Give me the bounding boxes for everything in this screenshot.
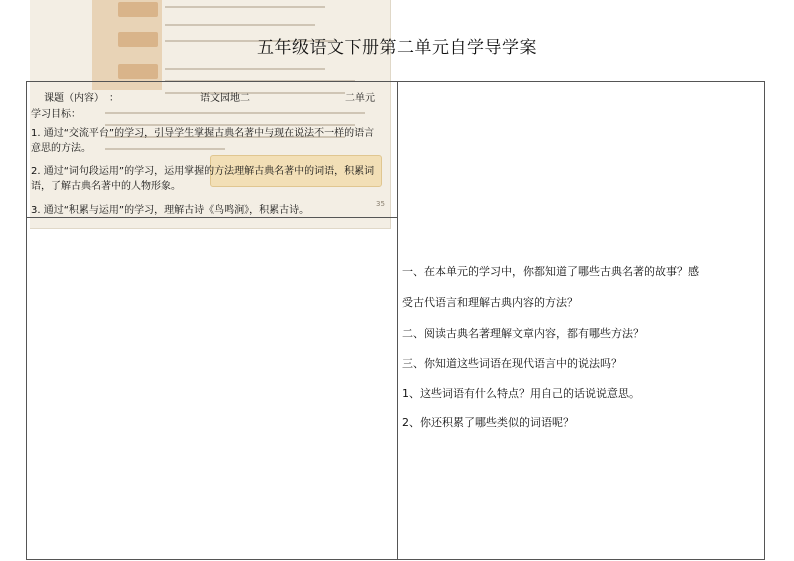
table-border-top	[26, 81, 765, 82]
table-border-right	[764, 81, 765, 560]
goal-item: 2. 通过“词句段运用”的学习，运用掌握的方法理解古典名著中的词语，积累词语，了解古典名著中的人物形象。	[31, 166, 375, 192]
question-line: 二、阅读古典名著理解文章内容，都有哪些方法？	[402, 327, 644, 340]
course-label: 课题（内容） ：	[44, 93, 119, 104]
textbook-tag	[118, 64, 158, 79]
question-line: 三、你知道这些词语在现代语言中的说法吗？	[402, 357, 622, 370]
goals-title: 学习目标：	[31, 109, 81, 120]
textbook-text-line	[105, 112, 365, 114]
textbook-text-line	[165, 68, 325, 70]
textbook-text-line	[165, 24, 315, 26]
page-title: 五年级语文下册第二单元自学导学案	[257, 38, 537, 58]
table-column-divider	[397, 81, 398, 560]
question-line: 1、这些词语有什么特点？用自己的话说说意思。	[402, 387, 640, 400]
question-line: 2、你还积累了哪些类似的词语呢？	[402, 416, 574, 429]
table-border-left	[26, 81, 27, 560]
question-line: 一、在本单元的学习中，你都知道了哪些古典名著的故事？感	[402, 265, 699, 278]
question-line: 受古代语言和理解古典内容的方法？	[402, 296, 578, 309]
goal-item: 3. 通过“积累与运用”的学习，理解古诗《鸟鸣涧》，积累古诗。	[31, 205, 310, 216]
textbook-tag	[118, 2, 158, 17]
goal-item: 1. 通过“交流平台”的学习，引导学生掌握古典名著中与现在说法不一样的语言意思的方法。	[31, 128, 375, 154]
course-unit: 二单元	[345, 93, 375, 104]
textbook-page-number: 35	[376, 200, 385, 208]
course-content: 语文园地二	[200, 93, 250, 104]
textbook-text-line	[165, 92, 345, 94]
textbook-text-line	[165, 6, 325, 8]
table-border-bottom	[26, 559, 765, 560]
